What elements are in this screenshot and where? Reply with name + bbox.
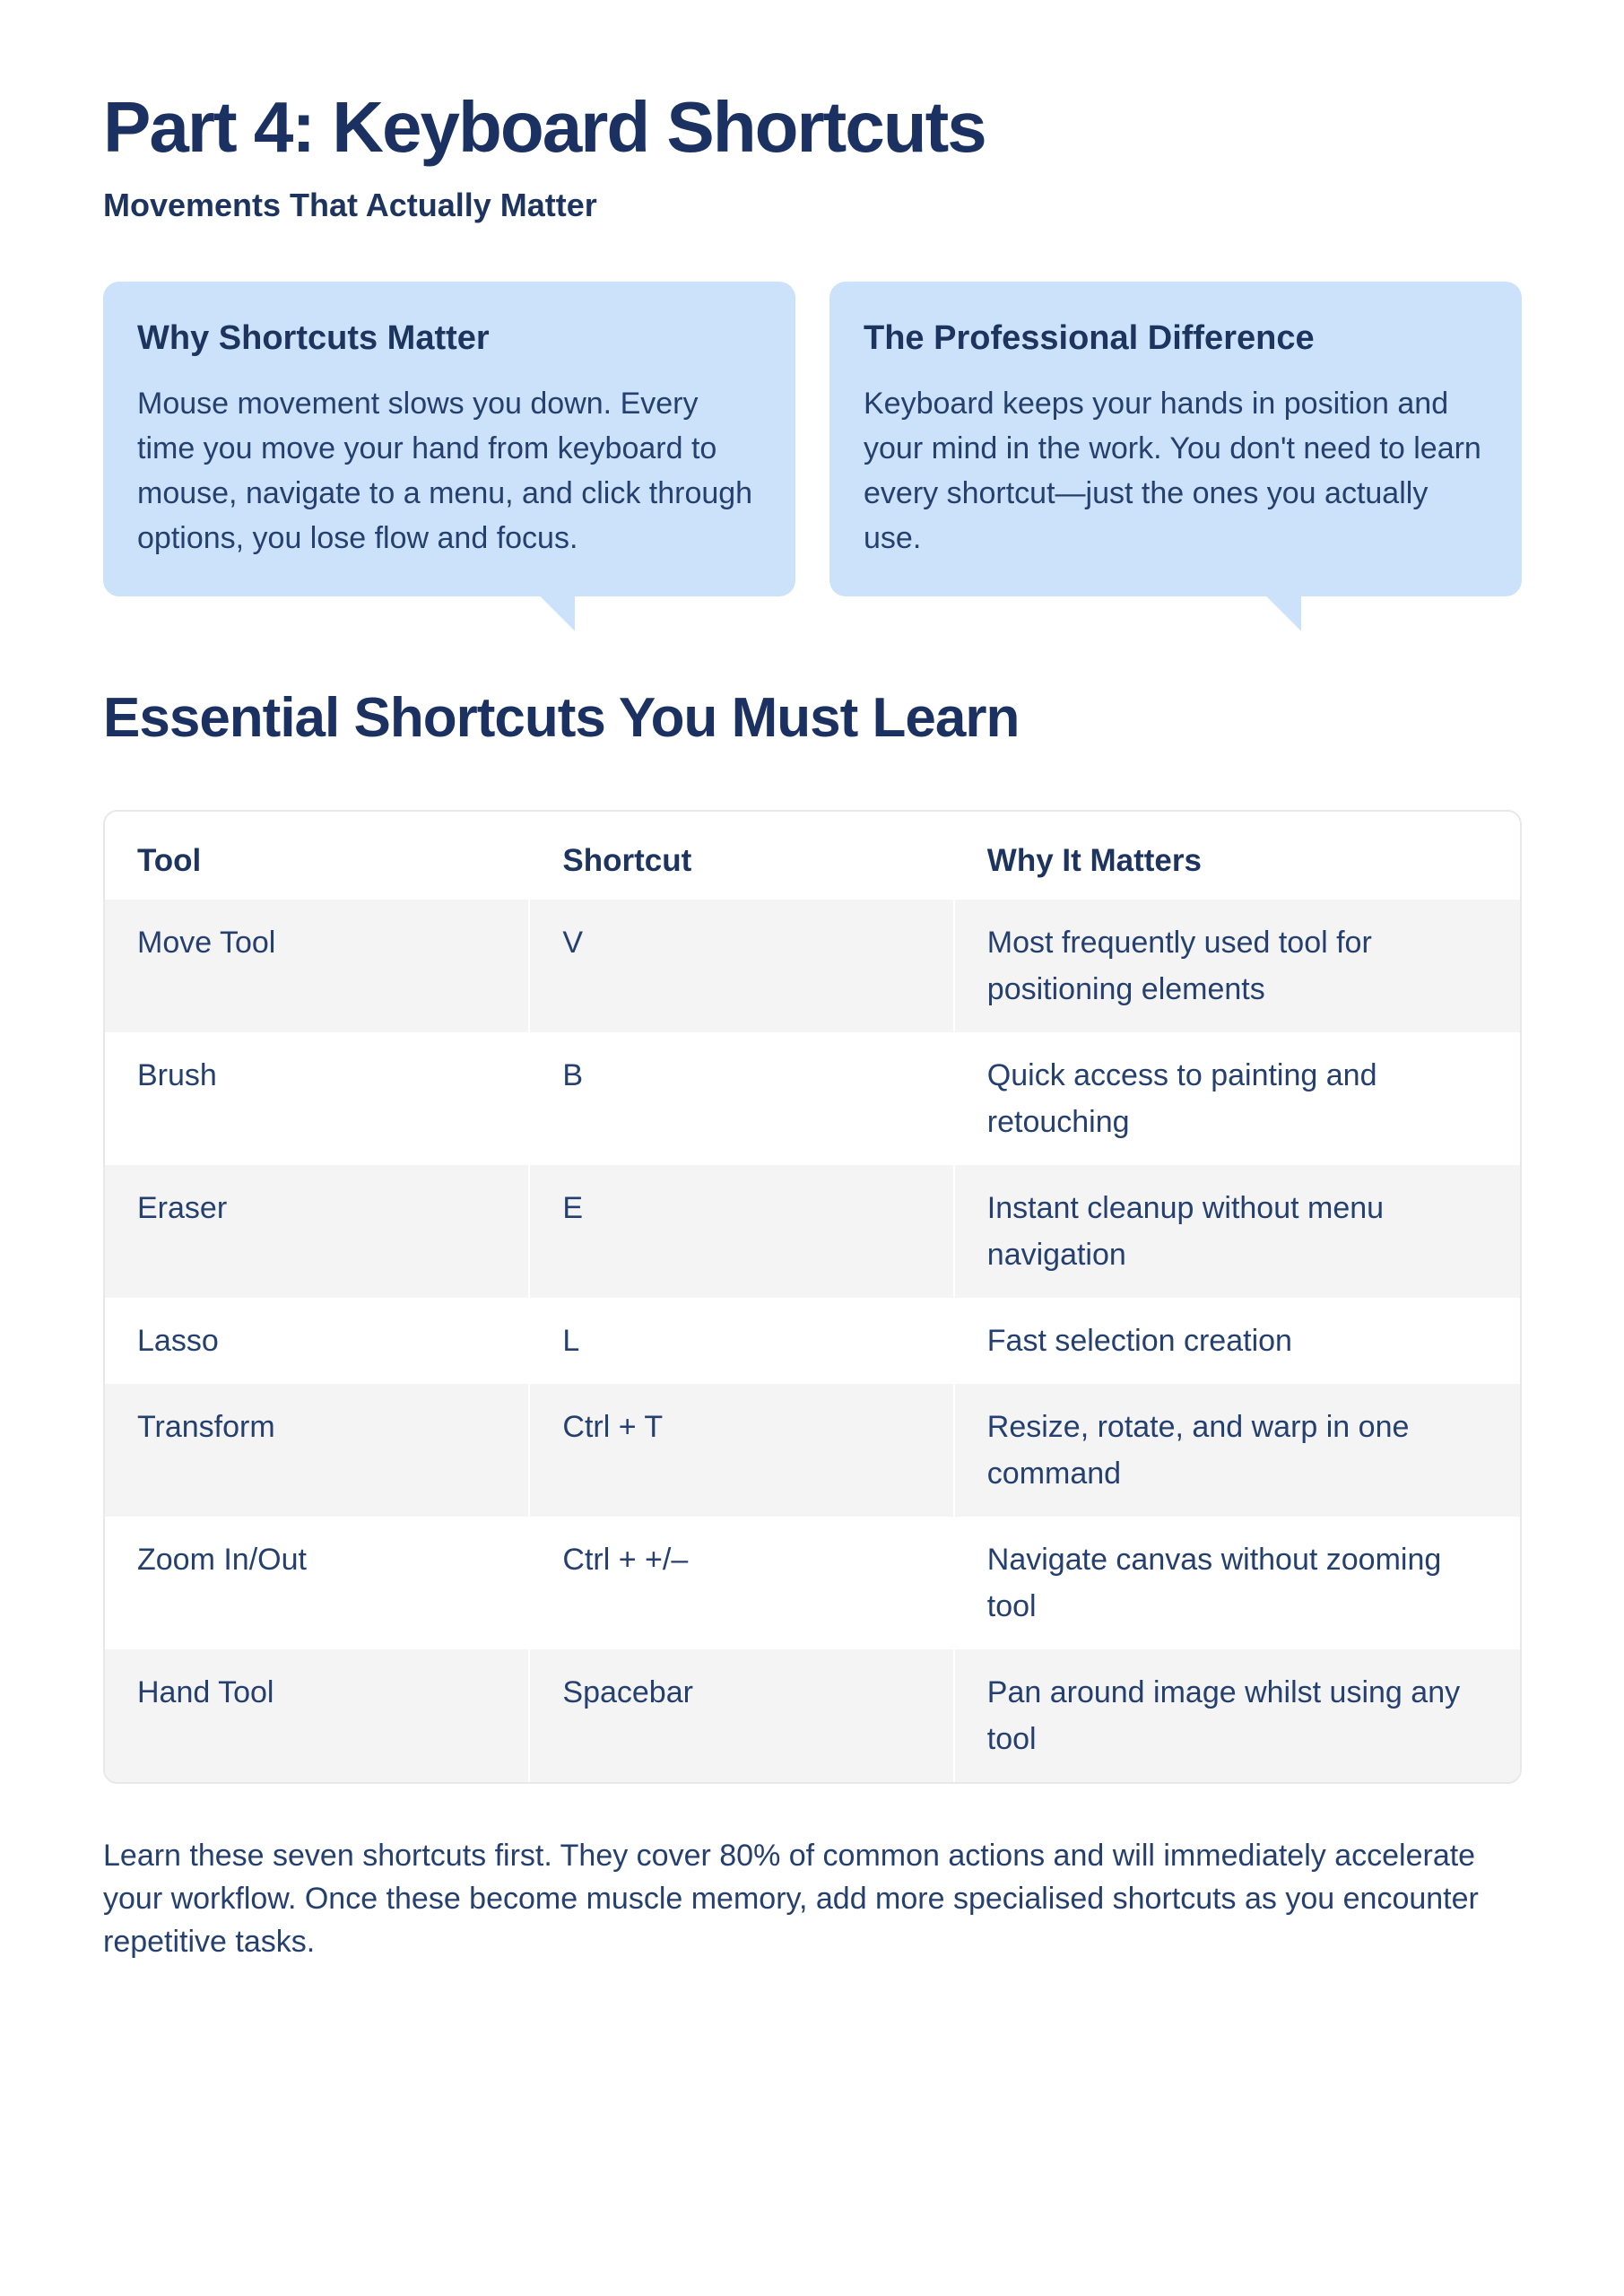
cell-shortcut: L	[529, 1298, 953, 1384]
callout-why-shortcuts-matter	[103, 282, 795, 596]
table-header-row	[105, 812, 1520, 900]
cell-tool: Eraser	[137, 1191, 228, 1226]
table-row	[105, 900, 1520, 1032]
callout-body: Keyboard keeps your hands in position and your mind in the work. You don't need to learn every shortcut—just the ones you actually use.	[864, 387, 1481, 555]
table-row	[105, 1165, 1520, 1298]
callout-title: The Professional Difference	[864, 319, 1315, 357]
cell-tool: Zoom In/Out	[137, 1543, 307, 1578]
cell-why: Most frequently used tool for positioning elements	[954, 900, 1520, 1032]
closing-paragraph: Learn these seven shortcuts first. They cover 80% of common actions and will immediately accelerate your workflow. Once these become muscle memory, add more specialised shortcuts as you encounter repetitive tasks.	[103, 1839, 1479, 1960]
page-subtitle: Movements That Actually Matter	[103, 187, 597, 223]
cell-shortcut: Ctrl + +/–	[529, 1517, 953, 1649]
page-content	[103, 0, 1522, 1963]
cell-why: Pan around image whilst using any tool	[954, 1649, 1520, 1782]
callout-professional-difference	[829, 282, 1522, 596]
shortcuts-table-container	[103, 810, 1522, 1784]
cell-why: Navigate canvas without zooming tool	[954, 1517, 1520, 1649]
cell-shortcut: V	[529, 900, 953, 1032]
cell-shortcut: Spacebar	[529, 1649, 953, 1782]
cell-tool: Move Tool	[137, 926, 276, 961]
cell-tool: Transform	[137, 1410, 275, 1445]
cell-tool: Brush	[137, 1058, 217, 1093]
column-header-why: Why It Matters	[954, 812, 1520, 900]
table-row	[105, 1384, 1520, 1517]
speech-bubble-tail	[1265, 596, 1301, 631]
cell-shortcut: B	[529, 1032, 953, 1165]
callout-row	[103, 282, 1522, 596]
cell-tool: Hand Tool	[137, 1675, 274, 1710]
cell-why: Resize, rotate, and warp in one command	[954, 1384, 1520, 1517]
page-title: Part 4: Keyboard Shortcuts	[103, 87, 986, 167]
shortcuts-table	[105, 812, 1520, 1782]
column-header-tool: Tool	[105, 812, 529, 900]
table-row	[105, 1032, 1520, 1165]
cell-why: Fast selection creation	[954, 1298, 1520, 1384]
table-row	[105, 1517, 1520, 1649]
cell-tool: Lasso	[137, 1324, 219, 1359]
callout-title: Why Shortcuts Matter	[137, 319, 490, 357]
table-row	[105, 1649, 1520, 1782]
cell-why: Instant cleanup without menu navigation	[954, 1165, 1520, 1298]
speech-bubble-tail	[539, 596, 575, 631]
cell-shortcut: Ctrl + T	[529, 1384, 953, 1517]
callout-body: Mouse movement slows you down. Every time you move your hand from keyboard to mouse, navigate to a menu, and click through options, you lose flow and focus.	[137, 387, 753, 555]
section-heading: Essential Shortcuts You Must Learn	[103, 687, 1020, 749]
cell-why: Quick access to painting and retouching	[954, 1032, 1520, 1165]
table-row	[105, 1298, 1520, 1384]
cell-shortcut: E	[529, 1165, 953, 1298]
column-header-shortcut: Shortcut	[529, 812, 953, 900]
